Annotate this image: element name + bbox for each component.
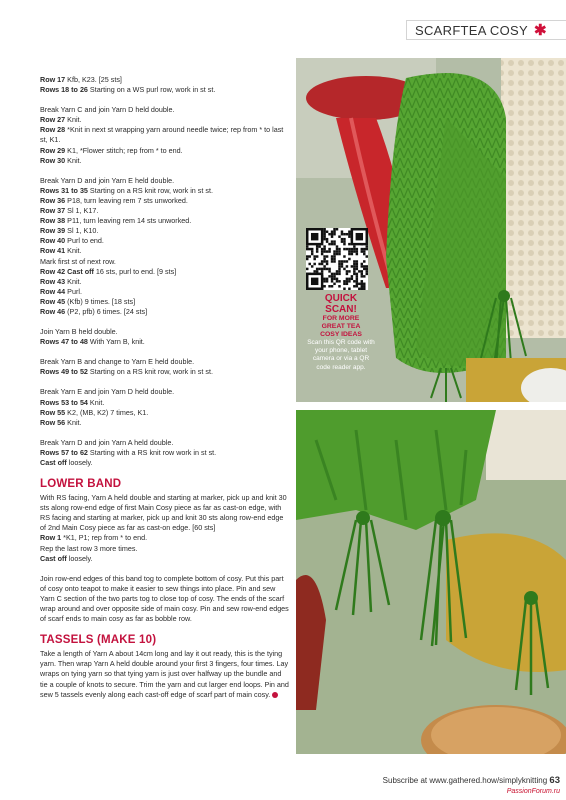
pattern-block [40,176,290,317]
pattern-block [40,327,290,347]
row-text: P18, turn leaving rem 7 sts unworked. [65,195,188,205]
row-text: Break Yarn D and join Yarn E held double. [40,175,175,185]
pattern-line [40,327,290,337]
row-text: Purl. [65,286,82,296]
row-text: *K1, P1; rep from * to end. [61,533,148,543]
tassel-closeup-photo [296,410,566,754]
row-label: Rows 49 to 52 [40,367,88,377]
pattern-block [40,75,290,95]
tassels-text: Take a length of Yarn A about 14cm long and lay it out ready, this is the tying yarn. Then wrap Yarn A held double around your first 3 fingers, four times. Lay wraps on tying yarn so that tying yarn is just over halfway up the bundle and tie a couple of knots to secure. Trim the yarn and cut larger end loops. Pin and sew 5 tassels evenly along each cast-off edge of scarf part of main cosy. [40,649,289,699]
row-text: With Yarn B, knit. [87,337,145,347]
page-footer [330,775,560,786]
row-label: Row 37 [40,206,66,216]
pattern-line [40,458,290,468]
pattern-line [40,287,290,297]
row-label: Rows 47 to 48 [40,337,88,347]
pattern-line [40,267,290,277]
pattern-block [40,438,290,468]
lower-band-line [40,544,290,554]
row-label: Rows 31 to 35 [40,185,88,195]
pattern-line [40,236,290,246]
pattern-line [40,337,290,347]
row-text: Knit. [65,115,82,125]
row-text: Knit. [65,246,82,256]
row-text: (P2, pfb) 6 times. [24 sts] [65,306,148,316]
row-text: K2, (MB, K2) 7 times, K1. [65,407,149,417]
row-text: Sl 1, K10. [65,226,99,236]
row-text: Kfb, K23. [25 sts] [65,75,122,84]
row-text: P11, turn leaving rem 14 sts unworked. [65,216,192,226]
row-text: loosely. [66,458,93,467]
finishing-paragraph: Join row-end edges of this band tog to complete bottom of cosy. Put this part of cosy onto teapot to make it easier to sew things into place. Pin and sew Yarn C section of the two parts tog to close top of cosy. The ends of the scarf wrap around and over opposite side of main cosy. Pin and sew row-end edges of scarf ends to main cosy as far as bobble row. [40,573,289,624]
tassels-instructions [40,649,290,699]
pattern-line [40,156,290,166]
row-label: Row 42 Cast off [40,266,94,276]
qr-sub-line3: COSY IDEAS [320,331,362,338]
pattern-line [40,196,290,206]
row-text: (Kfb) 9 times. [18 sts] [65,296,136,306]
pattern-line [40,387,290,397]
row-text: Mark first st of next row. [40,256,116,266]
pattern-line [40,125,290,145]
row-text: Join Yarn B held double. [40,327,118,337]
row-label: Row 39 [40,226,66,236]
row-text: K1, *Flower stitch; rep from * to end. [65,145,183,155]
row-label: Row 43 [40,276,66,286]
row-text: Starting with a RS knit row work in st st. [87,447,217,457]
qr-sub-line2: GREAT TEA [321,323,361,330]
lower-band-line [40,493,290,533]
pattern-line [40,448,290,458]
watermark: PassionForum.ru [506,788,560,795]
qr-instructions: Scan this QR code with your phone, tablet camera or via a QR code reader app. [307,339,375,371]
row-text: Break Yarn B and change to Yarn E held double. [40,357,195,367]
pattern-line [40,85,290,95]
row-label: Row 38 [40,216,66,226]
pattern-line [40,146,290,156]
pattern-block [40,387,290,427]
row-label: Row 29 [40,145,66,155]
end-mark-icon [272,692,278,698]
row-label: Rows 57 to 62 [40,447,88,457]
pattern-line [40,398,290,408]
row-text: Starting on a RS knit row, work in st st. [87,185,213,195]
row-label: Cast off [40,458,67,467]
tassel-illustration [296,410,566,754]
pattern-line [40,257,290,267]
row-label: Row 41 [40,246,66,256]
tassels-heading: TASSELS (MAKE 10) [40,634,157,647]
lower-band-instructions [40,493,290,564]
row-label: Row 1 [40,533,62,543]
row-label: Row 45 [40,296,66,306]
row-label: Row 46 [40,306,66,316]
row-text: 16 sts, purl to end. [9 sts] [93,266,177,276]
lower-band-line [40,533,290,543]
pattern-column [40,75,290,700]
pattern-line [40,216,290,226]
qr-title-line2: SCAN! [325,303,357,315]
row-label: Rows 18 to 26 [40,85,88,95]
pattern-line [40,438,290,448]
section-title: SCARFTEA COSY [415,22,528,38]
row-text: Starting on a RS knit row, work in st st. [87,367,213,377]
row-label: Row 30 [40,155,66,165]
qr-caption [306,294,376,372]
pattern-line [40,186,290,196]
page-number: 63 [549,775,560,786]
row-text: Knit. [65,155,82,165]
pattern-line [40,367,290,377]
pattern-line [40,408,290,418]
pattern-line [40,418,290,428]
pattern-line [40,246,290,256]
row-text: Break Yarn E and join Yarn D held double. [40,387,175,397]
row-label: Row 55 [40,407,66,417]
lower-band-line [40,554,290,564]
qr-title-line1: QUICK [324,293,358,304]
row-text: *Knit in next st wrapping yarn around needle twice; rep from * to last st, K1. [40,125,284,145]
row-label: Row 56 [40,417,66,427]
asterisk-icon: ✱ [533,21,547,39]
qr-sub-line1: FOR MORE [322,315,360,322]
row-text: loosely. [66,553,93,563]
row-label: Row 28 [40,125,66,135]
row-label: Row 27 [40,115,66,125]
row-text: Starting on a WS purl row, work in st st. [87,85,216,95]
pattern-line [40,226,290,236]
row-text: Break Yarn D and join Yarn A held double. [40,437,174,447]
pattern-line [40,75,290,85]
row-label: Row 40 [40,236,66,246]
row-text: Rep the last row 3 more times. [40,543,138,553]
pattern-line [40,307,290,317]
pattern-line [40,115,290,125]
pattern-line [40,176,290,186]
row-text: Knit. [87,397,105,407]
pattern-line [40,206,290,216]
row-text: Sl 1, K17. [65,206,99,216]
section-header-tab [406,20,566,40]
pattern-line [40,277,290,287]
pattern-block [40,105,290,166]
pattern-line [40,357,290,367]
pattern-block [40,357,290,377]
lower-band-heading: LOWER BAND [40,478,122,491]
row-text: With RS facing, Yarn A held double and starting at marker, pick up and knit 30 sts along row-end edge of first Main Cosy piece as far as cast-on edge, with RS facing and starting at marker, pick up and knit 30 sts along row-end edge of 2nd Main Cosy piece as far as cast-on edge. [60 sts] [40,493,287,533]
row-text: Break Yarn C and join Yarn D held double. [40,105,175,115]
subscribe-link[interactable]: Subscribe at www.gathered.how/simplyknitting [382,776,548,785]
qr-code-icon [306,228,368,290]
pattern-line [40,105,290,115]
row-label: Row 17 [40,75,66,84]
row-label: Cast off [40,553,67,563]
row-text: Purl to end. [65,236,104,246]
pattern-rows [40,75,290,468]
row-label: Row 36 [40,195,66,205]
row-text: Knit. [65,417,82,427]
row-label: Row 44 [40,286,66,296]
row-text: Knit. [65,276,82,286]
qr-code[interactable] [306,228,368,290]
pattern-line [40,297,290,307]
row-label: Rows 53 to 54 [40,397,88,407]
